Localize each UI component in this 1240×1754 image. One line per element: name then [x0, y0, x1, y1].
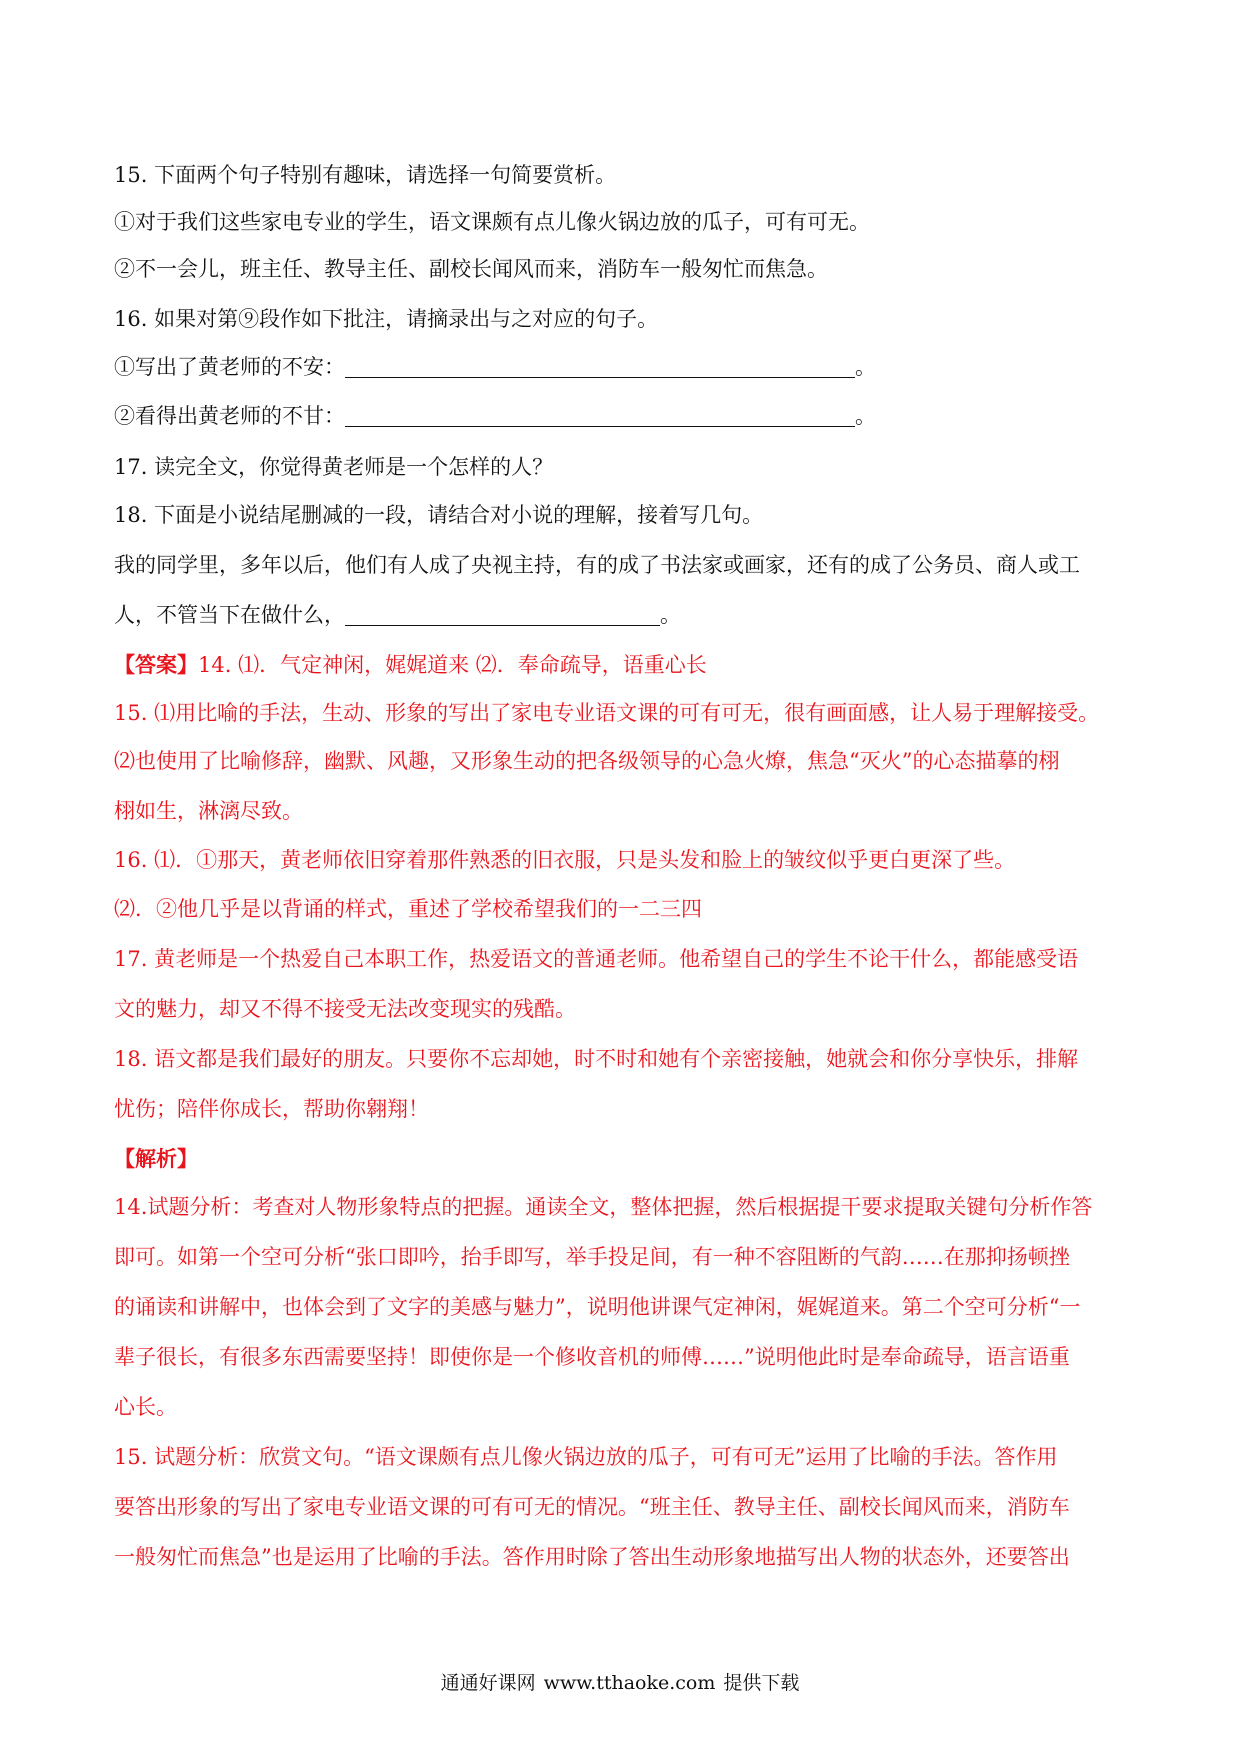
page-footer	[0, 1669, 1240, 1697]
footer-url[interactable]: www.tthaoke.com	[543, 1672, 716, 1694]
question-15-sentence-1: ①对于我们这些家电专业的学生，语文课颇有点儿像火锅边放的瓜子，可有可无。	[114, 210, 870, 234]
answer-blank[interactable]	[345, 603, 660, 626]
answer-17-line-2: 文的魅力，却又不得不接受无法改变现实的残酷。	[114, 997, 576, 1021]
answer-18-line-1: 18. 语文都是我们最好的朋友。只要你不忘却她，时不时和她有个亲密接触，她就会和你分享快乐，排解	[114, 1047, 1079, 1071]
period: 。	[855, 355, 876, 379]
analysis-15-line-3: 一般匆忙而焦急”也是运用了比喻的手法。答作用时除了答出生动形象地描写出人物的状态外，还要答出	[114, 1545, 1070, 1569]
question-16-item-a-label: ①写出了黄老师的不安：	[114, 355, 345, 379]
analysis-15-line-2: 要答出形象的写出了家电专业语文课的可有可无的情况。“班主任、教导主任、副校长闻风而来，消防车	[114, 1495, 1070, 1519]
footer-site-name: 通通好课网	[440, 1672, 536, 1694]
question-18: 18. 下面是小说结尾删减的一段，请结合对小说的理解，接着写几句。	[114, 503, 764, 527]
question-16-item-b	[114, 401, 1134, 431]
question-16: 16. 如果对第⑨段作如下批注，请摘录出与之对应的句子。	[114, 307, 659, 331]
answer-15-line-2: ⑵也使用了比喻修辞，幽默、风趣，又形象生动的把各级领导的心急火燎，焦急“灭火”的心态描摹的栩	[114, 749, 1060, 773]
answer-15-line-3: 栩如生，淋漓尽致。	[114, 799, 303, 823]
answer-blank[interactable]	[345, 355, 855, 378]
answer-16-line-2: ⑵．②他几乎是以背诵的样式，重述了学校希望我们的一二三四	[114, 897, 702, 921]
answer-14-text: 14. ⑴．气定神闲，娓娓道来 ⑵．奉命疏导，语重心长	[198, 653, 707, 677]
answer-14	[114, 650, 1134, 680]
analysis-label: 【解析】	[114, 1146, 198, 1171]
period: 。	[660, 603, 681, 627]
analysis-15-line-1: 15. 试题分析：欣赏文句。“语文课颇有点儿像火锅边放的瓜子，可有可无”运用了比喻的手法。答作用	[114, 1445, 1058, 1469]
question-16-item-a	[114, 352, 1134, 382]
answer-17-line-1: 17. 黄老师是一个热爱自己本职工作，热爱语文的普通老师。他希望自己的学生不论干什么，都能感受语	[114, 947, 1079, 971]
answer-16-line-1: 16. ⑴．①那天，黄老师依旧穿着那件熟悉的旧衣服，只是头发和脸上的皱纹似乎更白更深了些。	[114, 848, 1016, 872]
analysis-14-line-4: 辈子很长，有很多东西需要坚持！即使你是一个修收音机的师傅……”说明他此时是奉命疏导，语言语重	[114, 1345, 1070, 1369]
question-18-passage-prefix: 人，不管当下在做什么，	[114, 603, 345, 627]
question-15: 15. 下面两个句子特别有趣味，请选择一句简要赏析。	[114, 163, 617, 187]
analysis-14-line-1: 14.试题分析：考查对人物形象特点的把握。通读全文，整体把握，然后根据提干要求提取关键句分析作答	[114, 1195, 1093, 1219]
answer-18-line-2: 忧伤；陪伴你成长，帮助你翱翔！	[114, 1097, 429, 1121]
answer-label: 【答案】	[114, 652, 198, 677]
analysis-14-line-3: 的诵读和讲解中，也体会到了文字的美感与魅力”，说明他讲课气定神闲，娓娓道来。第二个空可分析“一	[114, 1295, 1081, 1319]
question-18-passage-line-2	[114, 600, 1134, 630]
question-18-passage-line-1: 我的同学里，多年以后，他们有人成了央视主持，有的成了书法家或画家，还有的成了公务员、商人或工	[114, 553, 1080, 577]
question-16-item-b-label: ②看得出黄老师的不甘：	[114, 404, 345, 428]
analysis-14-line-2: 即可。如第一个空可分析“张口即吟，抬手即写，举手投足间，有一种不容阻断的气韵……在那抑扬顿挫	[114, 1245, 1070, 1269]
analysis-14-line-5: 心长。	[114, 1395, 177, 1419]
answer-15-line-1: 15. ⑴用比喻的手法，生动、形象的写出了家电专业语文课的可有可无，很有画面感，让人易于理解接受。	[114, 701, 1100, 725]
question-15-sentence-2: ②不一会儿，班主任、教导主任、副校长闻风而来，消防车一般匆忙而焦急。	[114, 257, 828, 281]
answer-blank[interactable]	[345, 404, 855, 427]
question-17: 17. 读完全文，你觉得黄老师是一个怎样的人？	[114, 455, 554, 479]
period: 。	[855, 404, 876, 428]
footer-suffix: 提供下载	[723, 1672, 800, 1694]
